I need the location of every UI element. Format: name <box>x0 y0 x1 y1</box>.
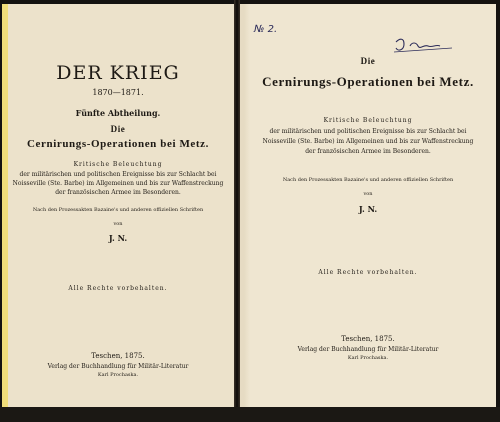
rights-note: Alle Rechte vorbehalten. <box>318 269 418 276</box>
signature-icon <box>390 34 460 56</box>
rights-note: Alle Rechte vorbehalten. <box>68 285 168 292</box>
heading: Kritische Beleuchtung <box>323 117 413 124</box>
subtitle: Cernirungs-Operationen bei Metz. <box>262 74 474 89</box>
book-years: 1870—1871. <box>92 88 144 97</box>
publisher: Verlag der Buchhandlung für Militär-Literatur <box>47 363 189 370</box>
von-label: von <box>113 221 123 227</box>
subtitle: Cernirungs-Operationen bei Metz. <box>26 138 210 150</box>
book-title: DER KRIEG <box>56 62 180 84</box>
die-label: Die <box>360 56 376 66</box>
publisher-name: Karl Prochaska. <box>97 372 139 378</box>
source-note: Nach den Prozessakten Bazaine's und anderen offiziellen Schriften <box>32 207 204 213</box>
left-page <box>2 4 234 407</box>
place-year: Teschen, 1875. <box>91 352 145 360</box>
author: J. N. <box>108 233 128 243</box>
publisher: Verlag der Buchhandlung für Militär-Literatur <box>297 346 439 353</box>
section-label: Fünfte Abtheilung. <box>75 108 161 118</box>
description-line-1: der militärischen und politischen Ereignisse bis zur Schlacht bei <box>19 171 217 178</box>
right-page <box>240 4 496 407</box>
heading: Kritische Beleuchtung <box>73 161 163 168</box>
description-line-2: Noisseville (Ste. Barbe) im Allgemeinen und bis zur Waffenstreckung <box>262 138 474 145</box>
description-line-1: der militärischen und politischen Ereignisse bis zur Schlacht bei <box>269 128 467 135</box>
book-bottom-edge <box>0 407 500 422</box>
description-line-3: der französischen Armee im Besonderen. <box>55 189 181 196</box>
place-year: Teschen, 1875. <box>341 335 395 343</box>
description-line-2: Noisseville (Ste. Barbe) im Allgemeinen und bis zur Waffenstreckung <box>12 180 224 187</box>
description-line-3: der französischen Armee im Besonderen. <box>305 148 431 155</box>
source-note: Nach den Prozessakten Bazaine's und anderen offiziellen Schriften <box>282 177 454 183</box>
die-label: Die <box>110 124 126 134</box>
publisher-name: Karl Prochaska. <box>347 355 389 361</box>
von-label: von <box>363 191 373 197</box>
author: J. N. <box>358 204 378 214</box>
handwritten-number: № 2. <box>254 24 278 35</box>
